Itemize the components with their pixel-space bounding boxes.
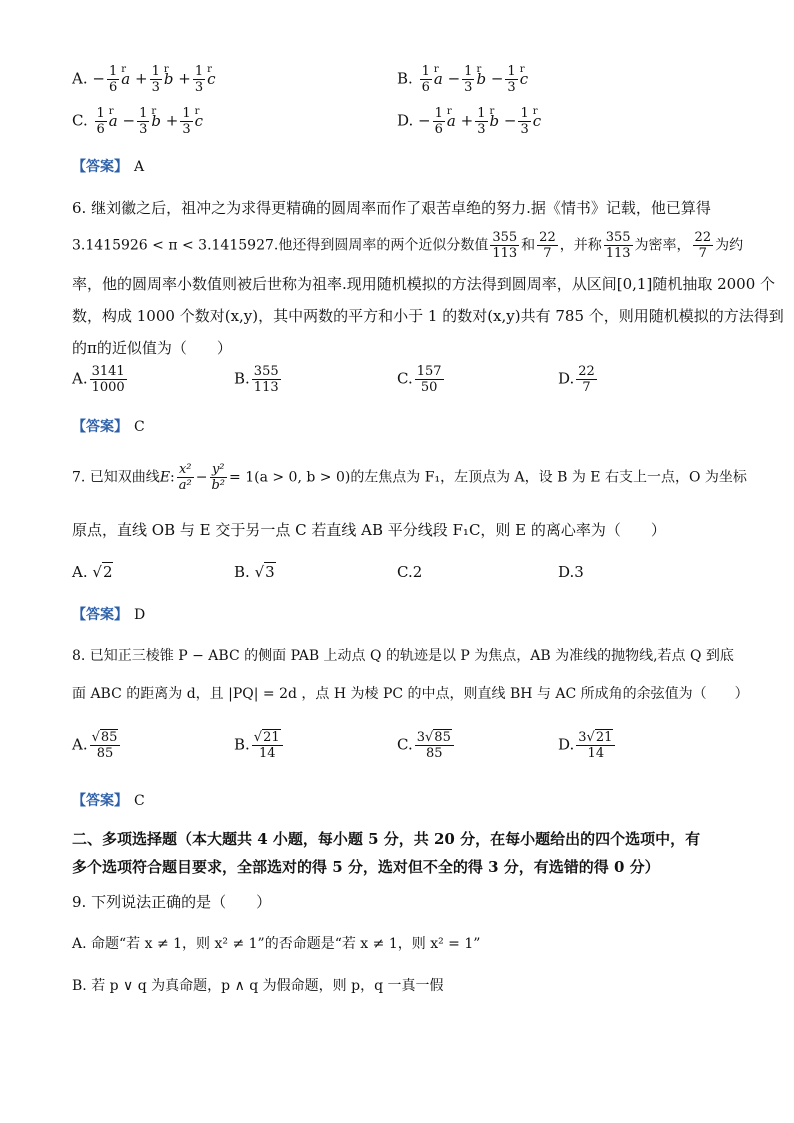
q5-answer	[72, 156, 144, 176]
q7-option-c: C.2	[397, 563, 423, 581]
q5-option-b: B. $\frac{1}{6}$ r a − $\frac{1}{3}$ r b − $\frac{1}{3}$ r c	[397, 64, 528, 95]
q6-line-5: 的π的近似值为（ ）	[72, 339, 232, 357]
q6-option-d: D. $\frac{22}{7}$	[558, 364, 595, 395]
q6-answer	[72, 416, 145, 436]
q7-answer	[72, 604, 145, 624]
answer-value: D	[134, 607, 146, 623]
q7-line-2: 原点，直线 OB 与 E 交于另一点 C 若直线 AB 平分线段 F₁C，则 E 的离心率为（ ）	[72, 521, 666, 539]
answer-tag: 【答案】	[72, 607, 128, 623]
q5-option-a: A. − $\frac{1}{6}$ r a + $\frac{1}{3}$ r b + $\frac{1}{3}$ r c	[72, 64, 216, 95]
q6-line-3: 率，他的圆周率小数值则被后世称为祖率.现用随机模拟的方法得到圆周率，从区间[0,1]随机抽取 2000 个	[72, 275, 776, 293]
q6-line-2: 3.1415926 < π < 3.1415927.他还得到圆周率的两个近似分数值 $\frac{355}{113}$ 和 $\frac{22}{7}$ ，并称 $\frac{355}{113}$ 为密率， $\frac{22}{7}$ 为约	[72, 230, 744, 261]
answer-tag: 【答案】	[72, 159, 128, 175]
q8-line-2: 面 ABC 的距离为 d，且 |PQ| = 2d ，点 H 为棱 PC 的中点，则直线 BH 与 AC 所成角的余弦值为（ ）	[72, 686, 749, 702]
q5-option-d: D. − $\frac{1}{6}$ r a + $\frac{1}{3}$ r b − $\frac{1}{3}$ r c	[397, 106, 541, 137]
q9-option-a: A. 命题“若 x ≠ 1，则 x² ≠ 1”的否命题是“若 x ≠ 1，则 x² = 1”	[72, 936, 481, 952]
answer-tag: 【答案】	[72, 419, 128, 435]
q7-option-d: D.3	[558, 563, 584, 581]
q7-line-1: 7. 已知双曲线E: $\frac{\text{x²}}{\text{a²}}$ − $\frac{\text{y²}}{\text{b²}}$ = 1(a > 0, b > 0)的左焦点为 F₁，左顶点为 A，设 B 为 E 右支上一点，O 为坐标	[72, 462, 747, 493]
answer-tag: 【答案】	[72, 793, 128, 809]
answer-value: A	[134, 159, 145, 175]
q6-line-4: 数，构成 1000 个数对(x,y)，其中两数的平方和小于 1 的数对(x,y)共有 785 个，则用随机模拟的方法得到	[72, 307, 784, 325]
q7-option-b: B. √3	[234, 563, 275, 581]
section-2-heading-line-1: 二、多项选择题（本大题共 4 小题，每小题 5 分，共 20 分，在每小题给出的四个选项中，有	[72, 830, 701, 848]
q8-answer	[72, 790, 145, 810]
q9-option-b: B. 若 p ∨ q 为真命题，p ∧ q 为假命题，则 p，q 一真一假	[72, 978, 444, 994]
q6-option-a: A. $\frac{3141}{1000}$	[72, 364, 125, 395]
q8-option-a: A. $\frac{√85}{85}$	[72, 730, 122, 761]
q9-stem: 9. 下列说法正确的是（ ）	[72, 893, 272, 911]
q8-option-d: D. $\frac{3√21}{14}$	[558, 730, 617, 761]
q8-option-c: C. $\frac{3√85}{85}$	[397, 730, 456, 761]
q6-option-b: B. $\frac{355}{113}$	[234, 364, 279, 395]
q6-option-c: C. $\frac{157}{50}$	[397, 364, 442, 395]
q5-option-c: C. $\frac{1}{6}$ r a − $\frac{1}{3}$ r b + $\frac{1}{3}$ r c	[72, 106, 203, 137]
q7-option-a: A. √2	[72, 563, 113, 581]
answer-value: C	[134, 793, 145, 809]
q8-line-1: 8. 已知正三棱锥 P − ABC 的侧面 PAB 上动点 Q 的轨迹是以 P 为焦点，AB 为准线的抛物线,若点 Q 到底	[72, 648, 734, 664]
q8-option-b: B. $\frac{√21}{14}$	[234, 730, 285, 761]
q6-line-1: 6. 继刘徽之后，祖冲之为求得更精确的圆周率而作了艰苦卓绝的努力.据《情书》记载，他已算得	[72, 199, 711, 217]
answer-value: C	[134, 419, 145, 435]
section-2-heading-line-2: 多个选项符合题目要求，全部选对的得 5 分，选对但不全的得 3 分，有选错的得 0 分）	[72, 858, 660, 876]
